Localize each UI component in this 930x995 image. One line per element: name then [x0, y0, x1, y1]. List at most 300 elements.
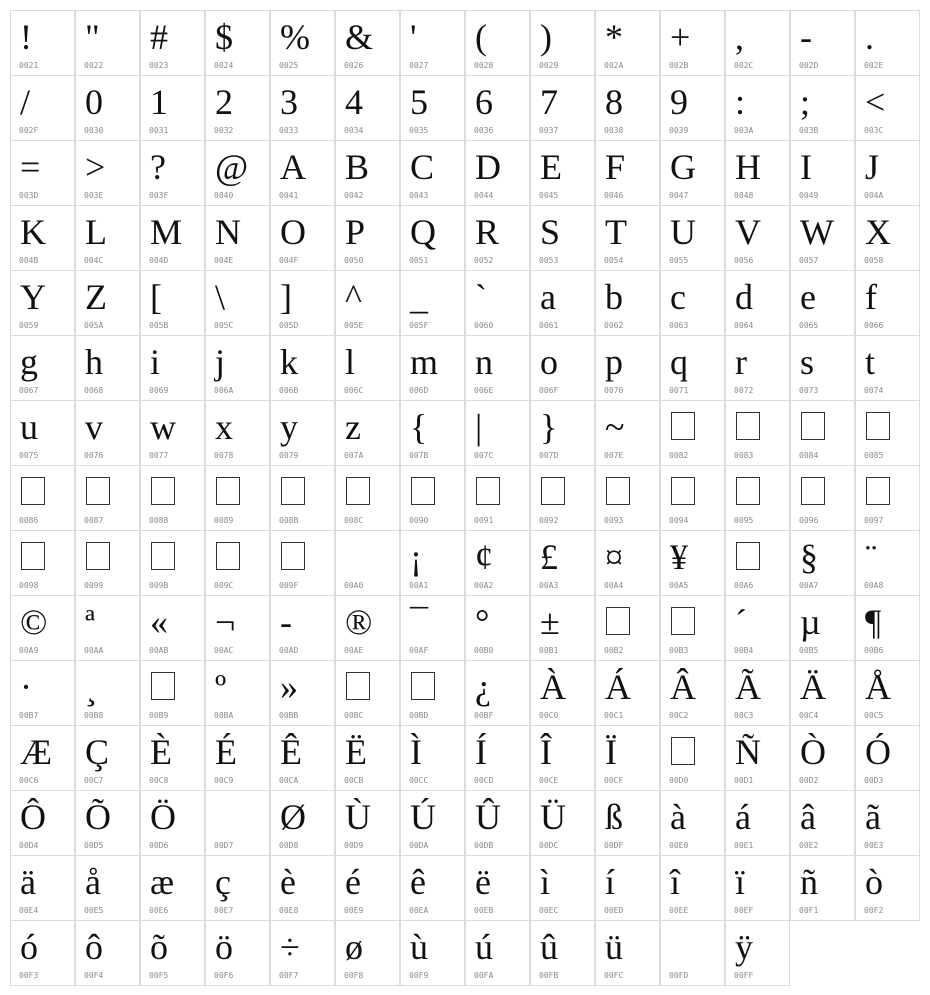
glyph-code: 004E — [214, 256, 234, 265]
glyph-character: Î — [540, 732, 552, 772]
glyph-character: X — [865, 212, 891, 252]
glyph-code: 0023 — [149, 61, 169, 70]
glyph-character: @ — [215, 147, 249, 187]
glyph-character: G — [670, 147, 696, 187]
missing-glyph-box-icon — [606, 477, 630, 505]
glyph-code: 00A5 — [669, 581, 689, 590]
glyph-character: c — [670, 277, 686, 317]
glyph-character: n — [475, 342, 493, 382]
glyph-cell — [400, 10, 465, 76]
glyph-cell — [465, 855, 530, 921]
glyph-code: 00B3 — [669, 646, 689, 655]
glyph-character: : — [735, 82, 746, 122]
glyph-cell — [660, 465, 725, 531]
glyph-character: 1 — [150, 82, 168, 122]
glyph-cell — [790, 530, 855, 596]
glyph-cell — [855, 790, 920, 856]
glyph-code: 0041 — [279, 191, 299, 200]
glyph-cell — [595, 270, 660, 336]
glyph-cell — [530, 660, 595, 726]
glyph-code: 00E2 — [799, 841, 819, 850]
glyph-cell — [75, 530, 140, 596]
glyph-cell — [660, 270, 725, 336]
glyph-code: 007A — [344, 451, 364, 460]
glyph-character: Ô — [20, 797, 46, 837]
glyph-character: Ó — [865, 732, 891, 772]
glyph-code: 008B — [279, 516, 299, 525]
glyph-code: 009B — [149, 581, 169, 590]
glyph-code: 00CE — [539, 776, 559, 785]
glyph-character: K — [20, 212, 46, 252]
glyph-code: 0053 — [539, 256, 559, 265]
glyph-cell — [530, 920, 595, 986]
glyph-code: 00C6 — [19, 776, 39, 785]
glyph-code: 00DC — [539, 841, 559, 850]
glyph-code: 00F7 — [279, 971, 299, 980]
glyph-code: 00ED — [604, 906, 624, 915]
missing-glyph-box-icon — [736, 477, 760, 505]
missing-glyph-box-icon — [671, 737, 695, 765]
glyph-cell — [465, 270, 530, 336]
glyph-code: 0095 — [734, 516, 754, 525]
glyph-cell — [335, 595, 400, 661]
glyph-code: 00B6 — [864, 646, 884, 655]
glyph-cell — [725, 855, 790, 921]
glyph-character: Û — [475, 797, 501, 837]
glyph-cell — [660, 335, 725, 401]
glyph-cell — [205, 75, 270, 141]
glyph-cell — [270, 465, 335, 531]
missing-glyph-box-icon — [21, 477, 45, 505]
glyph-code: 00DB — [474, 841, 494, 850]
glyph-code: 00A1 — [409, 581, 429, 590]
glyph-code: 0056 — [734, 256, 754, 265]
glyph-character: Õ — [85, 797, 111, 837]
glyph-code: 0034 — [344, 126, 364, 135]
glyph-character: E — [540, 147, 562, 187]
glyph-cell — [530, 140, 595, 206]
glyph-cell — [725, 595, 790, 661]
glyph-character: [ — [150, 277, 162, 317]
glyph-cell — [140, 270, 205, 336]
glyph-cell — [75, 270, 140, 336]
glyph-cell — [855, 725, 920, 791]
glyph-cell — [790, 140, 855, 206]
glyph-code: 00D7 — [214, 841, 234, 850]
glyph-cell — [790, 270, 855, 336]
glyph-code: 00EB — [474, 906, 494, 915]
glyph-character: Z — [85, 277, 107, 317]
glyph-character: ö — [215, 927, 233, 967]
glyph-code: 00AD — [279, 646, 299, 655]
glyph-character: o — [540, 342, 558, 382]
glyph-character: Ö — [150, 797, 176, 837]
glyph-cell — [335, 920, 400, 986]
glyph-cell — [660, 855, 725, 921]
glyph-cell — [465, 335, 530, 401]
glyph-character: Ñ — [735, 732, 761, 772]
glyph-character: ¥ — [670, 537, 688, 577]
glyph-cell — [205, 465, 270, 531]
glyph-character: D — [475, 147, 501, 187]
glyph-character: M — [150, 212, 183, 252]
glyph-cell — [335, 725, 400, 791]
glyph-character: " — [85, 17, 100, 57]
glyph-code: 00D4 — [19, 841, 39, 850]
glyph-cell — [725, 205, 790, 271]
glyph-character: ú — [475, 927, 493, 967]
glyph-cell — [10, 205, 75, 271]
glyph-code: 00E4 — [19, 906, 39, 915]
glyph-cell — [855, 465, 920, 531]
glyph-code: 00AE — [344, 646, 364, 655]
missing-glyph-box-icon — [151, 542, 175, 570]
glyph-code: 007E — [604, 451, 624, 460]
glyph-character: û — [540, 927, 558, 967]
glyph-cell — [400, 400, 465, 466]
glyph-code: 002B — [669, 61, 689, 70]
glyph-cell — [660, 725, 725, 791]
glyph-code: 004D — [149, 256, 169, 265]
glyph-character: ÿ — [735, 927, 753, 967]
glyph-character: B — [345, 147, 370, 187]
glyph-cell — [465, 725, 530, 791]
glyph-character: Å — [865, 667, 891, 707]
glyph-character: ? — [150, 147, 166, 187]
glyph-character: ª — [85, 602, 95, 642]
glyph-code: 00EE — [669, 906, 689, 915]
glyph-code: 002A — [604, 61, 624, 70]
glyph-code: 00C2 — [669, 711, 689, 720]
glyph-code: 00FF — [734, 971, 754, 980]
glyph-character: T — [605, 212, 627, 252]
glyph-code: 006B — [279, 386, 299, 395]
glyph-character: w — [150, 407, 176, 447]
glyph-code: 00F4 — [84, 971, 104, 980]
glyph-cell — [270, 205, 335, 271]
glyph-cell — [205, 725, 270, 791]
glyph-cell — [400, 205, 465, 271]
glyph-code: 0098 — [19, 581, 39, 590]
glyph-code: 00BF — [474, 711, 494, 720]
glyph-code: 00DA — [409, 841, 429, 850]
glyph-code: 0040 — [214, 191, 234, 200]
missing-glyph-box-icon — [216, 542, 240, 570]
glyph-code: 0085 — [864, 451, 884, 460]
glyph-cell — [75, 140, 140, 206]
glyph-character: h — [85, 342, 103, 382]
glyph-cell — [335, 855, 400, 921]
glyph-cell — [530, 10, 595, 76]
glyph-code: 0074 — [864, 386, 884, 395]
glyph-cell — [725, 660, 790, 726]
glyph-code: 006A — [214, 386, 234, 395]
glyph-character: I — [800, 147, 812, 187]
glyph-cell — [530, 75, 595, 141]
glyph-code: 0024 — [214, 61, 234, 70]
glyph-character: S — [540, 212, 561, 252]
missing-glyph-box-icon — [411, 477, 435, 505]
glyph-code: 00E1 — [734, 841, 754, 850]
glyph-code: 0038 — [604, 126, 624, 135]
glyph-character: V — [735, 212, 761, 252]
glyph-code: 003D — [19, 191, 39, 200]
glyph-code: 0069 — [149, 386, 169, 395]
glyph-code: 00FD — [669, 971, 689, 980]
glyph-code: 0093 — [604, 516, 624, 525]
glyph-character: F — [605, 147, 626, 187]
glyph-character: q — [670, 342, 688, 382]
glyph-character: ã — [865, 797, 881, 837]
glyph-code: 00D6 — [149, 841, 169, 850]
glyph-code: 0058 — [864, 256, 884, 265]
glyph-character: C — [410, 147, 435, 187]
glyph-code: 0054 — [604, 256, 624, 265]
glyph-cell — [10, 790, 75, 856]
glyph-code: 00EC — [539, 906, 559, 915]
glyph-cell — [205, 595, 270, 661]
glyph-code: 0073 — [799, 386, 819, 395]
glyph-cell — [725, 10, 790, 76]
glyph-character: Ê — [280, 732, 302, 772]
glyph-code: 0055 — [669, 256, 689, 265]
glyph-code: 0035 — [409, 126, 429, 135]
glyph-code: 00E5 — [84, 906, 104, 915]
glyph-code: 0061 — [539, 321, 559, 330]
glyph-code: 0036 — [474, 126, 494, 135]
glyph-code: 0028 — [474, 61, 494, 70]
glyph-cell — [10, 595, 75, 661]
glyph-cell — [855, 205, 920, 271]
glyph-character: 4 — [345, 82, 363, 122]
glyph-cell — [270, 10, 335, 76]
glyph-character: 5 — [410, 82, 428, 122]
glyph-character: ` — [475, 277, 487, 317]
glyph-code: 00C7 — [84, 776, 104, 785]
glyph-code: 00DF — [604, 841, 624, 850]
glyph-cell — [75, 725, 140, 791]
glyph-cell — [400, 920, 465, 986]
glyph-character: p — [605, 342, 623, 382]
glyph-code: 00BA — [214, 711, 234, 720]
glyph-cell — [140, 530, 205, 596]
glyph-code: 00F3 — [19, 971, 39, 980]
glyph-cell — [205, 530, 270, 596]
glyph-cell — [530, 790, 595, 856]
glyph-cell — [595, 140, 660, 206]
glyph-code: 00C3 — [734, 711, 754, 720]
glyph-code: 00B4 — [734, 646, 754, 655]
glyph-cell — [465, 920, 530, 986]
glyph-code: 004C — [84, 256, 104, 265]
glyph-cell — [140, 400, 205, 466]
missing-glyph-box-icon — [801, 412, 825, 440]
glyph-code: 0099 — [84, 581, 104, 590]
glyph-cell — [10, 465, 75, 531]
missing-glyph-box-icon — [736, 542, 760, 570]
glyph-code: 0049 — [799, 191, 819, 200]
glyph-code: 0090 — [409, 516, 429, 525]
glyph-character: ä — [20, 862, 36, 902]
glyph-cell — [465, 595, 530, 661]
glyph-character: ê — [410, 862, 426, 902]
glyph-cell — [595, 855, 660, 921]
missing-glyph-box-icon — [671, 477, 695, 505]
glyph-character: ~ — [605, 407, 625, 447]
glyph-code: 00B1 — [539, 646, 559, 655]
glyph-character: ¯ — [410, 602, 428, 642]
missing-glyph-box-icon — [736, 412, 760, 440]
glyph-code: 00F6 — [214, 971, 234, 980]
glyph-code: 00F9 — [409, 971, 429, 980]
missing-glyph-box-icon — [866, 477, 890, 505]
glyph-cell — [205, 400, 270, 466]
glyph-cell — [725, 530, 790, 596]
glyph-code: 00AB — [149, 646, 169, 655]
glyph-code: 00D5 — [84, 841, 104, 850]
glyph-code: 0026 — [344, 61, 364, 70]
glyph-character: ¨ — [865, 537, 877, 577]
glyph-cell — [595, 75, 660, 141]
glyph-character: _ — [410, 277, 428, 317]
glyph-character: - — [280, 602, 292, 642]
glyph-character: à — [670, 797, 686, 837]
glyph-cell — [465, 465, 530, 531]
glyph-character: Ï — [605, 732, 617, 772]
glyph-cell — [790, 790, 855, 856]
glyph-code: 00C8 — [149, 776, 169, 785]
glyph-cell — [400, 660, 465, 726]
glyph-code: 00AF — [409, 646, 429, 655]
glyph-character: b — [605, 277, 623, 317]
glyph-character: U — [670, 212, 696, 252]
glyph-cell — [140, 660, 205, 726]
glyph-code: 008C — [344, 516, 364, 525]
glyph-character: A — [280, 147, 306, 187]
glyph-cell — [595, 595, 660, 661]
glyph-cell — [855, 335, 920, 401]
glyph-cell — [530, 595, 595, 661]
glyph-cell — [75, 790, 140, 856]
glyph-code: 003F — [149, 191, 169, 200]
glyph-cell — [75, 920, 140, 986]
glyph-code: 0037 — [539, 126, 559, 135]
glyph-character: W — [800, 212, 834, 252]
glyph-code: 0032 — [214, 126, 234, 135]
glyph-cell — [595, 465, 660, 531]
glyph-character: ¡ — [410, 537, 422, 577]
glyph-character: r — [735, 342, 747, 382]
glyph-character: ï — [735, 862, 746, 902]
glyph-code: 00D0 — [669, 776, 689, 785]
glyph-cell — [530, 335, 595, 401]
glyph-character: a — [540, 277, 556, 317]
glyph-cell — [465, 530, 530, 596]
glyph-code: 005D — [279, 321, 299, 330]
glyph-cell — [595, 400, 660, 466]
glyph-cell — [270, 335, 335, 401]
glyph-cell — [335, 140, 400, 206]
glyph-character: » — [280, 667, 298, 707]
missing-glyph-box-icon — [21, 542, 45, 570]
glyph-code: 0096 — [799, 516, 819, 525]
glyph-character: ç — [215, 862, 231, 902]
glyph-character: 7 — [540, 82, 558, 122]
glyph-cell — [335, 660, 400, 726]
glyph-cell — [790, 205, 855, 271]
glyph-cell — [790, 855, 855, 921]
glyph-character: / — [20, 82, 31, 122]
missing-glyph-box-icon — [541, 477, 565, 505]
glyph-character: À — [540, 667, 566, 707]
glyph-code: 0078 — [214, 451, 234, 460]
glyph-character: = — [20, 147, 41, 187]
glyph-character: J — [865, 147, 880, 187]
glyph-code: 0047 — [669, 191, 689, 200]
glyph-character: ø — [345, 927, 363, 967]
glyph-code: 003A — [734, 126, 754, 135]
glyph-cell — [10, 140, 75, 206]
glyph-cell — [10, 855, 75, 921]
glyph-character: ´ — [735, 602, 747, 642]
glyph-code: 0079 — [279, 451, 299, 460]
glyph-cell — [10, 75, 75, 141]
glyph-cell — [75, 465, 140, 531]
glyph-character: ^ — [345, 277, 362, 317]
glyph-character: } — [540, 407, 558, 447]
glyph-code: 005C — [214, 321, 234, 330]
glyph-character: 3 — [280, 82, 298, 122]
glyph-cell — [465, 205, 530, 271]
glyph-code: 0072 — [734, 386, 754, 395]
glyph-character: ¶ — [865, 602, 882, 642]
glyph-cell — [595, 920, 660, 986]
glyph-code: 003B — [799, 126, 819, 135]
glyph-code: 0077 — [149, 451, 169, 460]
glyph-cell — [465, 75, 530, 141]
glyph-cell — [855, 595, 920, 661]
glyph-code: 00FB — [539, 971, 559, 980]
glyph-cell — [335, 270, 400, 336]
glyph-code: 00EA — [409, 906, 429, 915]
glyph-cell — [790, 335, 855, 401]
glyph-cell — [595, 530, 660, 596]
glyph-cell — [725, 920, 790, 986]
glyph-cell — [140, 205, 205, 271]
glyph-cell — [725, 140, 790, 206]
glyph-code: 00CD — [474, 776, 494, 785]
glyph-code: 00B7 — [19, 711, 39, 720]
glyph-character: Q — [410, 212, 436, 252]
glyph-character: Ì — [410, 732, 422, 772]
glyph-code: 00A6 — [734, 581, 754, 590]
missing-glyph-box-icon — [346, 672, 370, 700]
glyph-code: 00BD — [409, 711, 429, 720]
glyph-character: © — [20, 602, 48, 642]
glyph-code: 005E — [344, 321, 364, 330]
glyph-cell — [140, 10, 205, 76]
glyph-code: 00C1 — [604, 711, 624, 720]
glyph-cell — [465, 660, 530, 726]
glyph-code: 0062 — [604, 321, 624, 330]
glyph-code: 0050 — [344, 256, 364, 265]
glyph-character: ] — [280, 277, 292, 317]
glyph-character: ¢ — [475, 537, 493, 577]
glyph-character: Á — [605, 667, 631, 707]
glyph-cell — [660, 205, 725, 271]
glyph-code: 0084 — [799, 451, 819, 460]
glyph-character: O — [280, 212, 306, 252]
